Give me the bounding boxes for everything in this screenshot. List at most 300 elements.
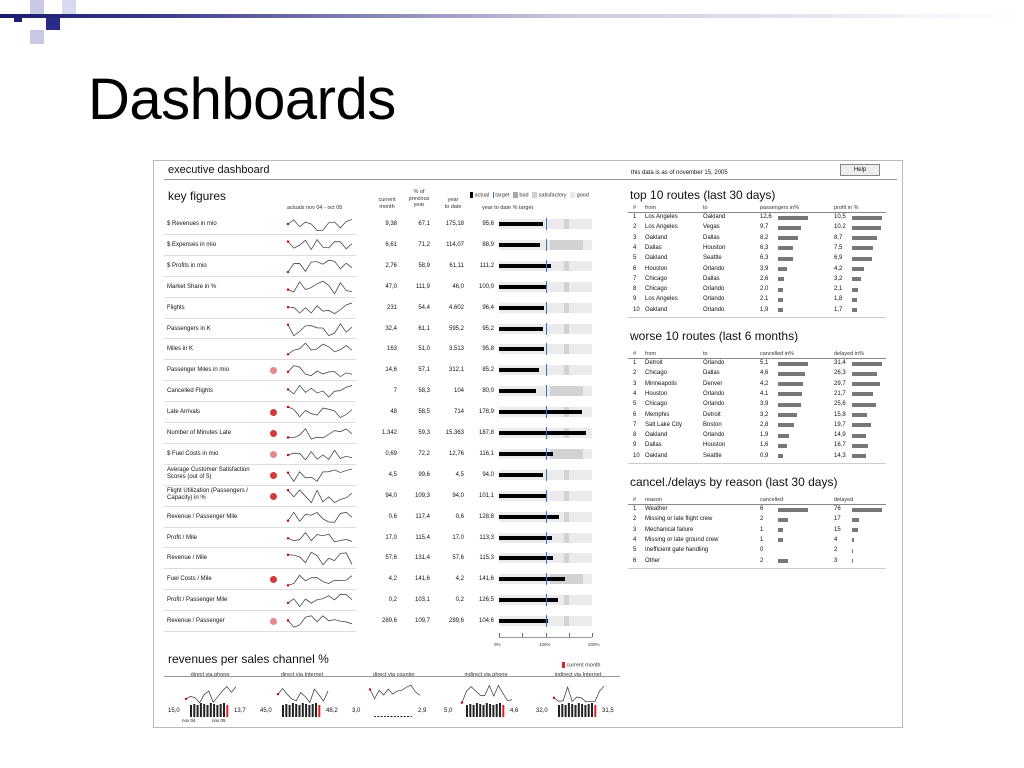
table-cell: 4,6 [760,370,769,377]
channel-month-bar [193,704,195,717]
table-cell: 10,2 [834,224,846,231]
kpi-sparkline [286,509,354,526]
table-cell: Houston [645,390,668,397]
table-bar [852,444,868,448]
bullet-satisfactory-band [564,261,569,271]
table-cell: Other [645,557,661,564]
table-cell: 3,9 [760,265,769,272]
ytd-value: 312,1 [448,367,464,374]
table-header: to [703,205,708,211]
alert-dot [270,472,277,479]
ytd-value: 4.602 [448,304,464,311]
sparkline-start-dot [287,537,289,539]
channel-month-bar [394,716,396,717]
row-rule [164,631,356,632]
channel-name: indirect via phone [464,672,508,678]
table-cell: 6 [633,411,637,418]
channel-month-bar [499,703,501,717]
bullet-actual-bar [499,494,546,498]
prev-year-pct: 109,7 [414,618,430,625]
table-cell: Chicago [645,275,668,282]
kpi-label: $ Revenues in mio [167,221,217,227]
prev-year-pct: 131,4 [414,555,430,562]
ytd-target-pct: 187,8 [478,430,494,436]
kpi-label: Profit / Mile [167,534,198,541]
bullet-actual-bar [499,389,536,393]
bullet-scale-tick [592,633,593,637]
prev-year-pct: 58,9 [418,262,430,269]
ytd-value: 114,07 [446,241,464,248]
current-month-value: 0,69 [385,450,397,457]
bullet-actual-bar [499,577,565,581]
kpi-label: $ Fuel Costs in mio [167,450,219,457]
col-prev-line1: % of [413,189,425,195]
table-cell: 14,3 [834,452,846,459]
bullet-satisfactory-band [564,470,569,480]
sparkline-start-dot [287,489,289,491]
bullet-actual-bar [499,347,544,351]
legend-bad-swatch [513,192,518,198]
sparkline-start-dot [287,436,289,438]
sparkline-path [288,386,352,398]
current-month-value: 7 [393,388,397,395]
kpi-sparkline [286,467,354,484]
row-rule [164,568,356,569]
ytd-value: 104 [453,388,464,395]
sparkline-path [288,303,352,314]
sparkline-path [288,576,352,586]
prev-year-pct: 58,5 [418,409,430,416]
table-cell: 15,8 [834,411,846,418]
table-bar [852,257,872,261]
kpi-sparkline [286,404,354,421]
channel-end-value: 48,2 [326,708,338,714]
channel-month-bar [578,703,580,717]
table-cell: 1,9 [760,306,769,313]
sparkline-path [288,219,352,230]
help-button[interactable]: Help [840,164,880,176]
legend-target-swatch [493,192,494,198]
table-cell: 2,1 [760,296,769,303]
channel-month-bar [571,704,573,717]
table-cell: Orlando [703,360,725,366]
table-bottom-rule [628,463,886,464]
alert-dot [270,576,277,583]
table-cell: 12,6 [760,214,772,220]
table-bar [778,423,794,427]
ytd-target-pct: 94,0 [482,471,494,478]
table-bar [778,236,798,240]
channel-month-bar [469,704,471,717]
sparkline-start-dot [287,353,289,355]
alert-dot [270,367,277,374]
current-month-value: 32,4 [385,325,397,332]
table-bar [778,288,783,292]
month-end-label: nov 05 [212,718,226,723]
channel-month-bar [565,705,567,717]
row-rule [164,359,356,360]
table-cell: 19,7 [834,421,846,428]
bullet-target-marker [546,260,547,272]
row-rule [164,443,356,444]
alert-dot [270,493,277,500]
corner-square-light-1 [30,0,44,14]
kpi-label: Revenue / Mile [167,555,208,562]
channel-month-bar [387,716,389,717]
table-cell: Minneapolis [645,380,678,387]
channel-month-bar [466,705,468,717]
table-cell: 7,5 [834,244,843,251]
kpi-sparkline [286,425,354,442]
slide-title: Dashboards [88,67,396,132]
table-cell: 6 [633,557,637,564]
table-cell: 4,2 [834,265,843,272]
sparkline-path [288,323,352,335]
sparkline-start-dot [461,701,463,703]
table-cell: Dallas [703,234,720,241]
channels-legend [562,662,600,668]
ytd-value: 61,11 [449,262,464,269]
table-cell: 2 [834,547,838,554]
table-cell: Houston [703,442,726,449]
table-bar [778,392,802,396]
table-cell: 2 [633,370,637,377]
table-cell: 4 [633,390,637,397]
bullet-actual-bar [499,222,543,226]
table-cell: 3,2 [834,275,843,282]
col-prev-year-header [404,189,434,209]
prev-year-pct: 67,1 [418,221,430,227]
prev-year-pct: 72,2 [418,450,430,457]
bullet-target-marker [546,573,547,585]
bullet-actual-bar [499,243,540,247]
bullet-satisfactory-band [564,533,569,543]
table-cell: Dallas [645,244,662,251]
col-current-line2: month [379,203,395,210]
table-header: from [645,351,656,357]
reasons-title: cancel./delays by reason (last 30 days) [630,475,838,489]
table-bar [852,298,857,302]
table-cell: 8 [633,432,637,439]
table-bar [852,403,876,407]
ytd-value: 0,6 [455,513,464,520]
table-cell: Weather [645,506,668,512]
actuals-period-label: actuals nov 04 - oct 05 [287,205,343,211]
table-bottom-rule [628,568,886,569]
table-cell: 6,3 [760,255,769,262]
sparkline-path [288,407,352,418]
channel-month-bar [207,705,209,717]
legend-good: good [576,192,589,199]
table-header: # [633,351,637,357]
alert-dot [270,409,277,416]
bullet-actual-bar [499,327,543,331]
table-header: reason [645,497,662,503]
prev-year-pct: 141,6 [414,576,430,583]
corner-square-dark-2 [46,16,60,30]
table-bar [778,362,808,366]
table-cell: 5,1 [760,360,769,366]
sparkline-path [288,429,352,439]
ytd-value: 17,0 [452,534,464,541]
sparkline-start-dot [287,554,289,556]
channel-monthly-bars [558,701,598,717]
channel-month-bar [476,703,478,717]
channel-month-bar [581,704,583,717]
table-cell: 31,4 [834,360,846,366]
table-cell: 1 [760,536,764,543]
current-month-value: 57,6 [385,555,397,562]
table-bar [778,372,805,376]
sparkline-path [370,685,420,699]
table-cell: 8,2 [760,234,769,241]
kpi-sparkline [286,300,354,317]
current-month-value: 17,0 [385,534,397,541]
sparkline-path [288,240,352,250]
kpi-label: Flights [167,304,185,311]
channel-month-bar [295,704,297,717]
channel-start-value: 3,0 [352,708,361,714]
table-cell: Oakland [645,452,668,459]
table-bar [852,559,853,563]
table-cell: 1,7 [834,306,843,313]
channel-month-bar [397,716,399,717]
channel-month-bar [486,703,488,717]
table-bar [852,413,867,417]
kpi-sparkline [286,530,354,547]
table-cell: 76 [834,506,841,512]
bullet-target-marker [546,511,547,523]
table-cell: Detroit [703,411,721,418]
channel-start-value: 32,0 [536,708,548,714]
table-bar [778,382,803,386]
kpi-sparkline [286,279,354,296]
prev-year-pct: 71,2 [418,241,430,248]
kpi-label: Revenue / Passenger [167,618,225,625]
channel-name: indirect via Internet [554,672,602,678]
kpi-sparkline [286,571,354,588]
legend-current-month: current month [566,662,601,669]
table-cell: 2 [760,557,764,564]
kpi-sparkline [286,550,354,567]
legend-bad: bad [519,192,529,199]
sparkline-start-dot [287,471,289,473]
sparkline-start-dot [287,619,289,621]
row-rule [164,506,356,507]
table-cell: Vegas [703,224,720,231]
channel-month-bar [282,705,284,717]
sparkline-start-dot [287,454,289,456]
bullet-scale-tick [499,633,500,637]
kpi-label: Revenue / Passenger Mile [167,513,238,520]
alert-dot [270,618,277,625]
ytd-target-pct: 113,3 [479,534,494,541]
current-month-value: 47,0 [385,283,397,290]
bullet-target-marker [546,281,547,293]
table-cell: Mechanical failure [645,526,694,533]
prev-year-pct: 59,3 [418,430,430,436]
table-cell: 4 [834,536,838,543]
row-rule [164,527,356,528]
sparkline-start-dot [287,584,289,586]
table-header: cancelled [760,497,784,503]
table-cell: Orlando [703,432,725,439]
prev-year-pct: 117,4 [415,513,430,520]
bullet-target-marker [546,427,547,439]
table-cell: 4 [633,244,637,251]
bullet-target-marker [546,490,547,502]
table-cell: Oakland [645,432,668,439]
current-month-value: 4,2 [388,576,397,583]
table-header: profit in % [834,205,859,211]
table-cell: 8,7 [834,234,843,241]
ytd-target-pct: 141,6 [478,576,494,583]
table-cell: Los Angeles [645,224,678,231]
table-cell: 2,8 [760,421,769,428]
table-cell: Houston [645,265,668,272]
table-cell: 2 [760,516,764,523]
table-cell: Dallas [703,275,720,282]
table-cell: Missing or late flight crew [645,516,713,523]
channel-name: direct via phone [190,672,230,678]
sparkline-path [288,366,352,377]
table-bar [852,549,853,553]
table-cell: 1 [760,526,764,533]
col-prev-line3: year [413,202,425,208]
col-ytd-header [438,197,468,210]
table-bar [852,528,858,532]
kpi-label: Passenger Miles in mio [167,367,230,374]
bullet-scale-axis [499,637,592,638]
table-cell: 1 [633,506,637,512]
bullet-scale-tick [522,633,523,637]
channel-monthly-bars [190,701,230,717]
channel-month-bar [584,705,586,717]
table-header: to [703,351,708,357]
table-bar [852,423,871,427]
table-cell: 2,1 [834,286,843,293]
table-cell: Dallas [703,370,720,377]
channel-month-bar [220,704,222,717]
table-cell: 2 [633,224,637,231]
kpi-label: Market Share in % [167,283,217,290]
channels-title: revenues per sales channel % [168,652,329,666]
table-cell: Oakland [703,214,726,220]
row-rule [164,380,356,381]
kpi-label: Flight Utilization (Passengers / Capacity) in % [167,487,249,501]
channel-month-bar [381,716,383,717]
row-rule [164,338,356,339]
ytd-target-header: year to date % target [482,205,534,211]
legend-actual: actual [474,192,490,199]
table-bar [852,372,877,376]
channel-start-value: 45,0 [260,708,272,714]
table-bottom-rule [628,317,886,318]
channel-month-bar [496,704,498,717]
col-prev-line2: previous [408,195,430,202]
current-month-value: 48 [390,409,397,416]
dashboard-title-rule [164,179,897,180]
sparkline-path [288,490,352,503]
channel-month-bar [285,704,287,717]
ytd-value: 94,0 [452,492,464,499]
table-cell: 10 [633,452,640,459]
bullet-legend [470,192,589,198]
current-month-value: 0,6 [388,513,397,520]
kpi-label: $ Expenses in mio [167,241,217,248]
table-cell: 2,6 [760,275,769,282]
channel-monthly-bars [282,701,322,717]
table-cell: 29,7 [834,380,846,387]
channel-start-value: 15,0 [168,708,180,714]
table-header: delayed in% [834,351,864,357]
ytd-target-pct: 104,6 [478,618,494,625]
sparkline-start-dot [287,306,289,308]
kpi-label: Miles in K [167,346,194,353]
table-cell: 9 [633,296,637,303]
table-cell: 2 [633,516,637,523]
table-bar [852,236,877,240]
channel-month-bar [479,704,481,717]
current-month-value: 94,0 [385,492,397,499]
table-cell: 16,7 [834,442,846,449]
channel-start-value: 5,0 [444,708,453,714]
table-bar [778,267,787,271]
bullet-actual-bar [499,264,551,268]
ytd-value: 289,6 [448,618,464,625]
channel-month-bar [483,705,485,717]
sparkline-start-dot [287,371,289,373]
table-header: from [645,205,656,211]
row-rule [164,589,356,590]
row-rule [164,547,356,548]
channel-month-bar [489,704,491,717]
table-bar [852,508,882,512]
bullet-scale-tick [569,633,570,637]
row-rule [164,234,356,235]
table-bar [778,216,808,220]
prev-year-pct: 61,1 [418,325,430,332]
table-cell: 6 [760,506,764,512]
table-cell: 8 [633,286,637,293]
table-header-rule [628,212,886,213]
bullet-target-marker [546,343,547,355]
table-cell: Memphis [645,411,670,418]
channel-month-bar [410,716,412,717]
table-cell: 3 [633,526,637,533]
table-cell: Orlando [703,265,725,272]
channel-month-bar [200,703,202,717]
ytd-target-pct: 96,4 [482,304,494,311]
col-current-line1: current [378,197,396,203]
table-cell: 1,6 [760,442,769,449]
sparkline-start-dot [287,602,289,604]
table-cell: 15 [834,526,841,533]
sparkline-path [288,450,352,460]
sparkline-start-dot [185,698,187,700]
table-cell: Los Angeles [645,214,678,220]
bullet-target-marker [546,239,547,251]
table-header: # [633,497,637,503]
alert-dot [270,430,277,437]
current-month-value: 6,61 [385,241,397,248]
ytd-value: 0,2 [455,597,464,604]
channel-month-bar [502,705,504,717]
channel-month-bar [473,705,475,717]
channel-monthly-bars [466,701,506,717]
ytd-target-pct: 85,2 [482,367,494,374]
bullet-actual-bar [499,619,548,623]
